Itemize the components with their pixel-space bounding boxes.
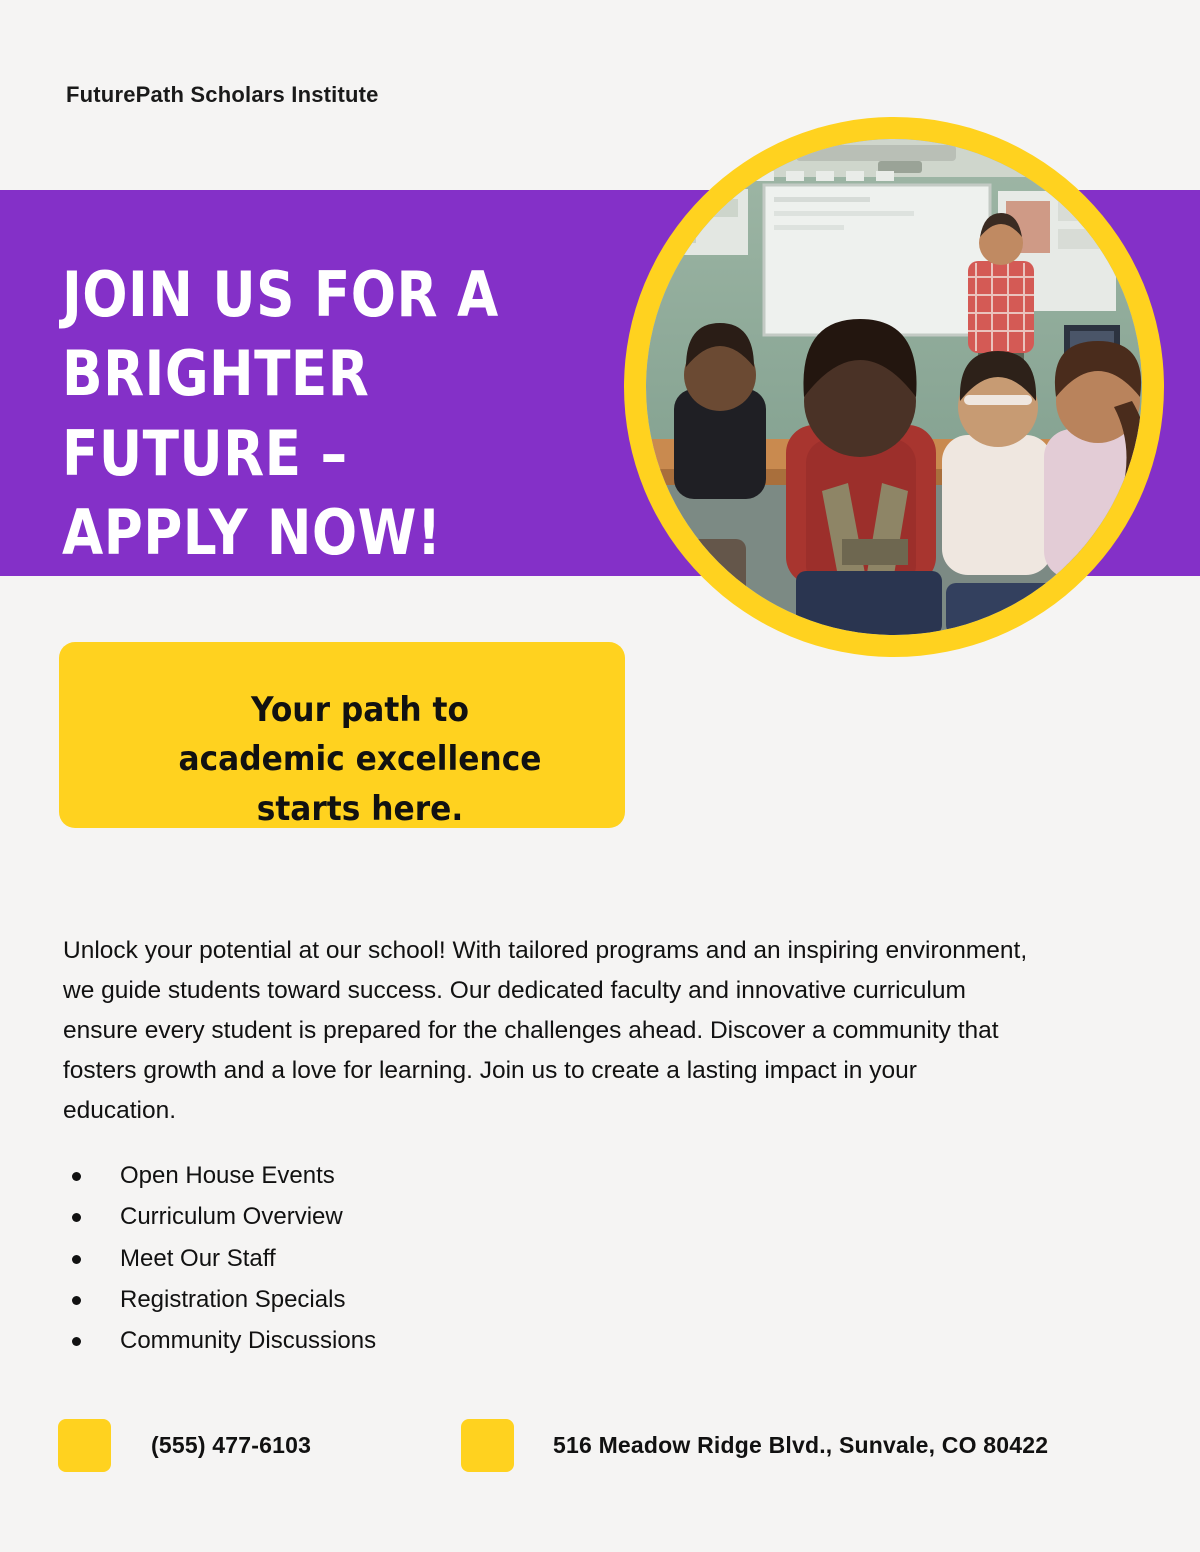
page-title: FuturePath Scholars Institute: [66, 82, 379, 107]
list-item: Meet Our Staff: [63, 1238, 763, 1279]
classroom-photo: [646, 139, 1142, 635]
list-item: Community Discussions: [63, 1320, 763, 1361]
classroom-photo-illustration: [646, 139, 1142, 635]
tagline-text: Your path to academic excellence starts here.: [178, 690, 542, 829]
phone-icon: [58, 1419, 111, 1472]
address-text: 516 Meadow Ridge Blvd., Sunvale, CO 80422: [553, 1432, 1049, 1458]
highlights-list: [63, 1155, 763, 1361]
hero-headline: JOIN US FOR A BRIGHTER FUTURE – APPLY NOW!: [62, 258, 499, 570]
photo-ring: [624, 117, 1164, 657]
list-item: Curriculum Overview: [63, 1196, 763, 1237]
body-paragraph: Unlock your potential at our school! With tailored programs and an inspiring environment, we guide students toward success. Our dedicated faculty and innovative curriculum ensure every student is prepared for the challenges ahead. Discover a community that fosters growth and a love for learning. Join us to create a lasting impact in your education.: [63, 936, 1028, 1125]
list-item: Open House Events: [63, 1155, 763, 1196]
list-item: Registration Specials: [63, 1279, 763, 1320]
phone-number[interactable]: (555) 477-6103: [151, 1432, 312, 1458]
location-icon: [461, 1419, 514, 1472]
